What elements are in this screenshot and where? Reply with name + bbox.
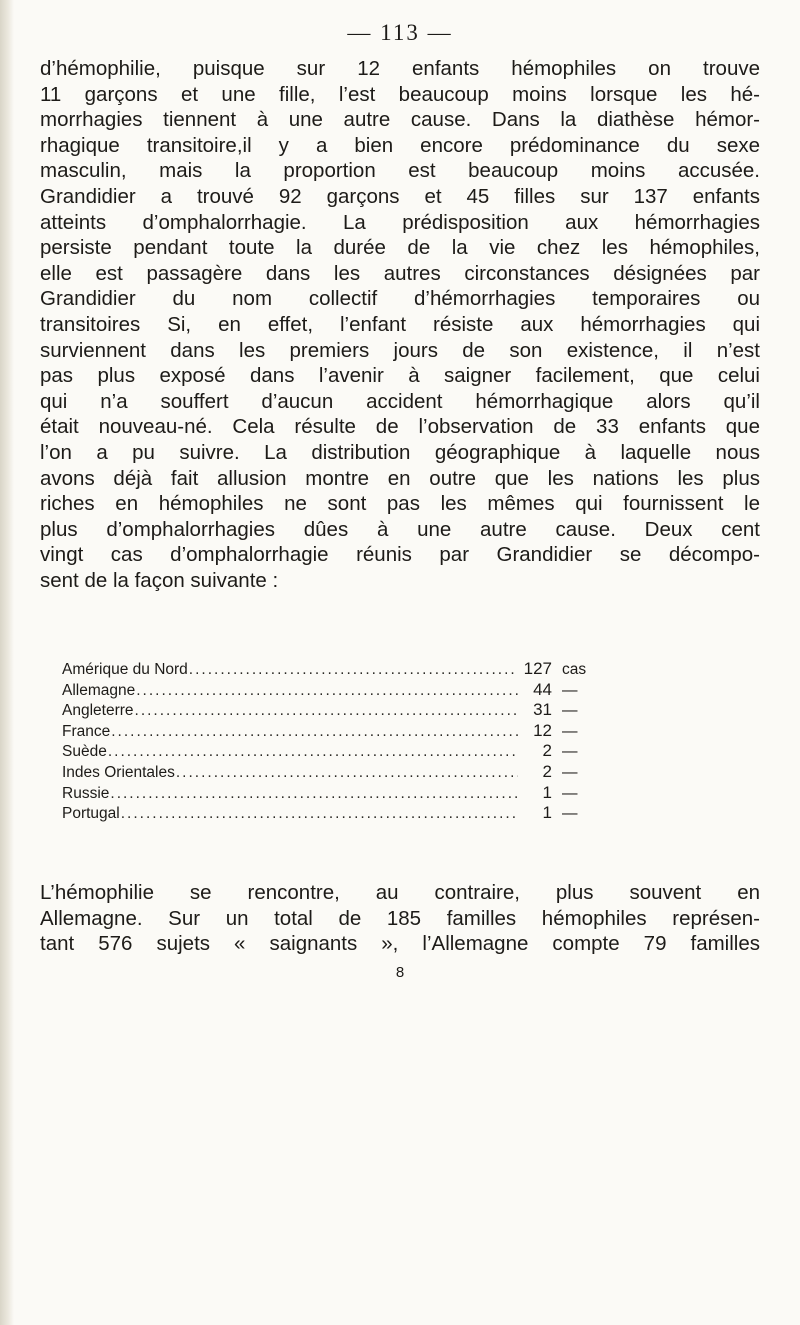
table-row xyxy=(62,783,602,804)
case-unit: — xyxy=(562,722,578,740)
leader-dots xyxy=(189,660,518,680)
country-name: Russie xyxy=(62,784,110,802)
leader-dots xyxy=(110,784,518,804)
text-line: avons déjà fait allusion montre en outre que les nations les plus xyxy=(40,466,760,490)
case-count: 127 xyxy=(523,659,552,678)
text-line: persiste pendant toute la durée de la vie chez les hémophiles, xyxy=(40,236,760,260)
text-line: rhagique transitoire,il y a bien encore prédominance du sexe xyxy=(40,133,760,157)
page-number: — 113 — xyxy=(347,20,453,45)
country-cases-table xyxy=(62,659,602,824)
paragraph-1 xyxy=(40,56,760,593)
leader-dots xyxy=(135,701,518,721)
paragraph-2 xyxy=(40,880,760,957)
text-line: pas plus exposé dans l’avenir à saigner facilement, que celui xyxy=(40,364,760,388)
text-line: L’hémophilie se rencontre, au contraire, plus souvent en xyxy=(40,881,760,904)
case-count: 12 xyxy=(533,720,552,740)
case-unit: — xyxy=(562,743,578,761)
text-line: 11 garçons et une fille, l’est beaucoup moins lorsque les hé- xyxy=(40,82,760,106)
case-unit: — xyxy=(562,702,578,720)
country-name: Portugal xyxy=(62,805,120,823)
text-line: était nouveau-né. Cela résulte de l’observation de 33 enfants que xyxy=(40,415,760,439)
text-line: atteints d’omphalorrhagie. La prédisposition aux hémorrhagies xyxy=(40,210,760,234)
text-line: plus d’omphalorrhagies dûes à une autre cause. Deux cent xyxy=(40,517,760,541)
text-line: tant 576 sujets « saignants », l’Allemagne compte 79 familles xyxy=(40,932,760,956)
signature-mark: 8 xyxy=(395,964,405,981)
case-count: 1 xyxy=(542,803,552,823)
text-line: Allemagne. Sur un total de 185 familles hémophiles représen- xyxy=(40,906,760,930)
table-row xyxy=(62,762,602,783)
leader-dots xyxy=(108,742,518,762)
case-unit: cas xyxy=(562,661,587,678)
text-line: elle est passagère dans les autres circonstances désignées par xyxy=(40,261,760,285)
case-unit: — xyxy=(562,681,578,699)
case-count: 44 xyxy=(533,679,552,699)
text-line: sent de la façon suivante : xyxy=(40,568,279,592)
country-name: Suède xyxy=(62,743,107,761)
case-unit: — xyxy=(562,784,578,802)
country-name: Amérique du Nord xyxy=(62,661,188,678)
page-left-edge xyxy=(0,0,14,1325)
text-line: d’hémophilie, puisque sur 12 enfants hémophiles on trouve xyxy=(40,57,760,80)
case-unit: — xyxy=(562,763,578,781)
leader-dots xyxy=(111,722,518,742)
case-count: 2 xyxy=(542,741,552,761)
case-unit: — xyxy=(562,805,578,823)
text-line: surviennent dans les premiers jours de son existence, il n’est xyxy=(40,338,760,362)
country-name: Angleterre xyxy=(62,702,134,720)
leader-dots xyxy=(136,681,518,701)
text-line: Grandidier a trouvé 92 garçons et 45 filles sur 137 enfants xyxy=(40,184,760,208)
case-count: 31 xyxy=(533,700,552,720)
country-name: Indes Orientales xyxy=(62,763,175,781)
text-line: l’on a pu suivre. La distribution géographique à laquelle nous xyxy=(40,440,760,464)
text-line: vingt cas d’omphalorrhagie réunis par Grandidier se décompo- xyxy=(40,543,760,567)
case-count: 1 xyxy=(542,782,552,802)
table-row xyxy=(62,803,602,824)
text-line: masculin, mais la proportion est beaucoup moins accusée. xyxy=(40,159,760,183)
table-row xyxy=(62,700,602,721)
country-name: Allemagne xyxy=(62,681,136,699)
table-row xyxy=(62,721,602,742)
leader-dots xyxy=(121,804,518,824)
text-line: morrhagies tiennent à une autre cause. Dans la diathèse hémor- xyxy=(40,108,760,132)
leader-dots xyxy=(176,763,518,783)
table-row xyxy=(62,741,602,762)
table-row xyxy=(62,680,602,701)
table-row xyxy=(62,659,602,680)
country-name: France xyxy=(62,722,111,740)
case-count: 2 xyxy=(542,761,552,781)
text-line: riches en hémophiles ne sont pas les mêmes qui fournissent le xyxy=(40,492,760,516)
text-line: transitoires Si, en effet, l’enfant résiste aux hémorrhagies qui xyxy=(40,312,760,336)
text-line: Grandidier du nom collectif d’hémorrhagies temporaires ou xyxy=(40,287,760,311)
text-line: qui n’a souffert d’aucun accident hémorrhagique alors qu’il xyxy=(40,389,760,413)
